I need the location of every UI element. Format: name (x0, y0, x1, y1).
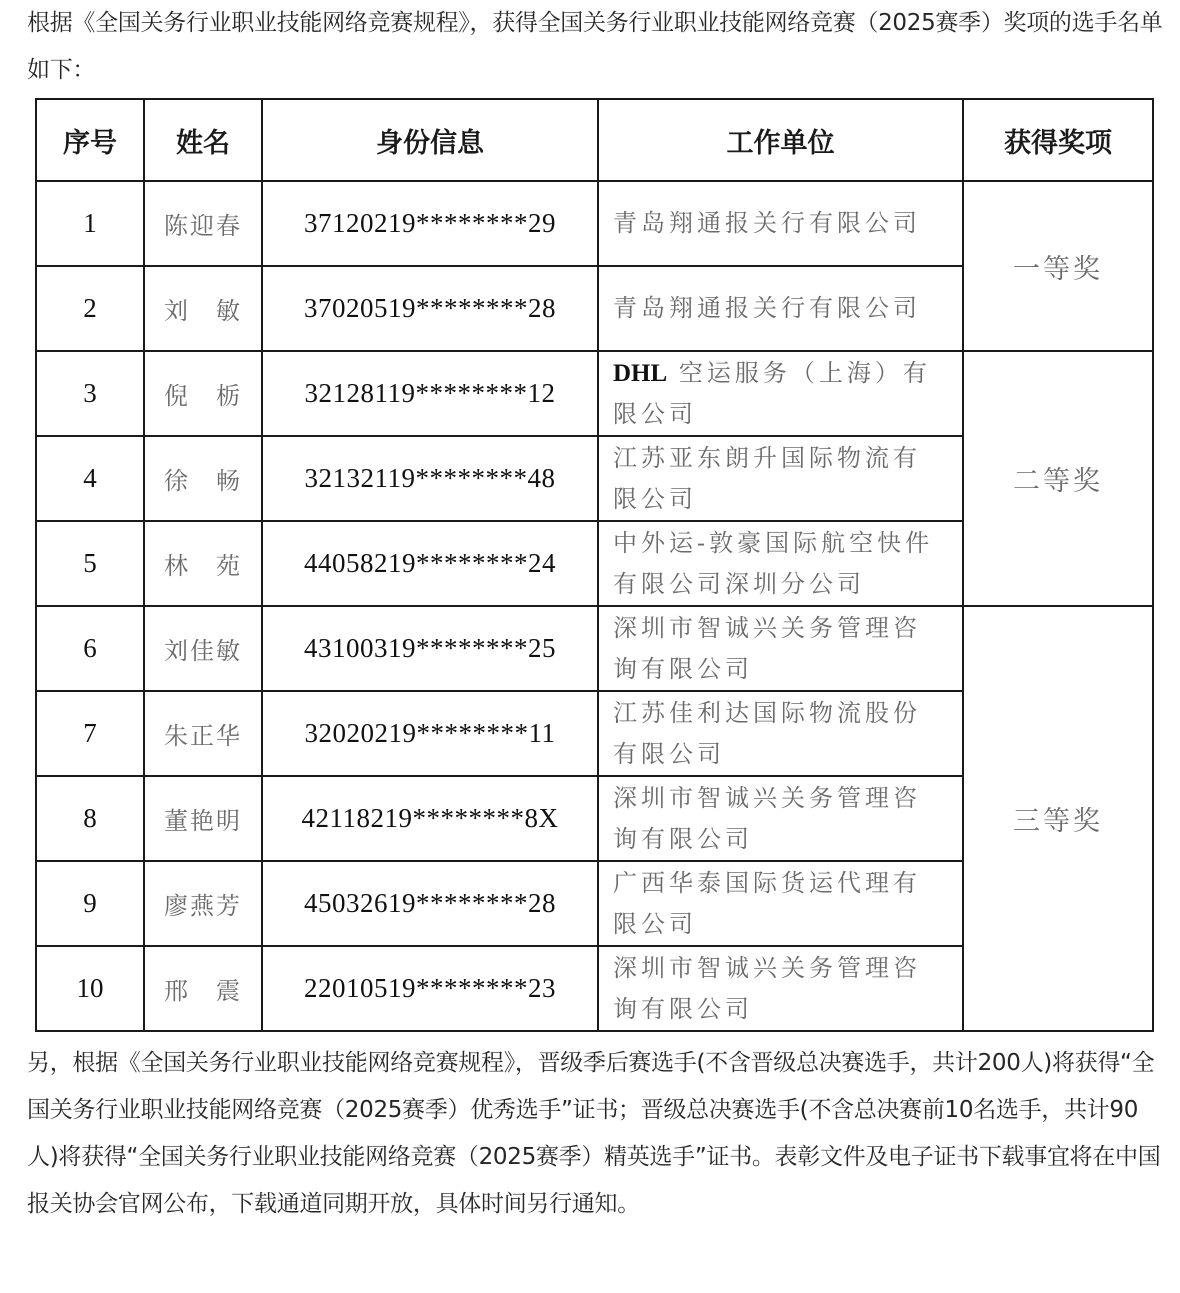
cell-no: 3 (36, 351, 144, 436)
header-org: 工作单位 (598, 99, 963, 181)
cell-name: 刘 敏 (144, 266, 262, 351)
org-text: 空运服务（上海）有限公司 (613, 358, 931, 428)
cell-no: 2 (36, 266, 144, 351)
cell-id: 37120219********29 (262, 181, 598, 266)
cell-id: 37020519********28 (262, 266, 598, 351)
cell-org: 青岛翔通报关行有限公司 (598, 181, 963, 266)
table-row (36, 606, 1153, 691)
outro-paragraph: 另，根据《全国关务行业职业技能网络竞赛规程》，晋级季后赛选手(不含晋级总决赛选手，共计200人)将获得“全国关务行业职业技能网络竞赛（2025赛季）优秀选手”证书；晋级总决赛选手(不含总决赛前10名选手，共计90人)将获得“全国关务行业职业技能网络竞赛（2025赛季）精英选手”证书。表彰文件及电子证书下载事宜将在中国报关协会官网公布，下载通道同期开放，具体时间另行通知。 (27, 1050, 1161, 1217)
cell-org: 江苏佳利达国际物流股份有限公司 (598, 691, 963, 776)
cell-id: 32128119********12 (262, 351, 598, 436)
cell-name: 刘佳敏 (144, 606, 262, 691)
header-no: 序号 (36, 99, 144, 181)
intro-paragraph: 根据《全国关务行业职业技能网络竞赛规程》，获得全国关务行业职业技能网络竞赛（2025赛季）奖项的选手名单如下： (27, 10, 1163, 83)
cell-id: 32020219********11 (262, 691, 598, 776)
cell-org: 深圳市智诚兴关务管理咨询有限公司 (598, 946, 963, 1031)
table-row (36, 351, 1153, 436)
cell-org: 江苏亚东朗升国际物流有限公司 (598, 436, 963, 521)
header-name: 姓名 (144, 99, 262, 181)
cell-name: 林 苑 (144, 521, 262, 606)
cell-id: 45032619********28 (262, 861, 598, 946)
cell-no: 7 (36, 691, 144, 776)
cell-no: 8 (36, 776, 144, 861)
cell-id: 42118219********8X (262, 776, 598, 861)
cell-no: 5 (36, 521, 144, 606)
cell-no: 1 (36, 181, 144, 266)
cell-org: 深圳市智诚兴关务管理咨询有限公司 (598, 776, 963, 861)
cell-name: 朱正华 (144, 691, 262, 776)
org-latin-text: DHL (613, 359, 668, 387)
cell-name: 倪 栃 (144, 351, 262, 436)
cell-org: 青岛翔通报关行有限公司 (598, 266, 963, 351)
cell-name: 邢 震 (144, 946, 262, 1031)
cell-name: 徐 畅 (144, 436, 262, 521)
cell-org: 广西华泰国际货运代理有限公司 (598, 861, 963, 946)
cell-no: 10 (36, 946, 144, 1031)
cell-id: 43100319********25 (262, 606, 598, 691)
cell-org: 深圳市智诚兴关务管理咨询有限公司 (598, 606, 963, 691)
cell-name: 陈迎春 (144, 181, 262, 266)
cell-id: 32132119********48 (262, 436, 598, 521)
cell-no: 9 (36, 861, 144, 946)
cell-name: 廖燕芳 (144, 861, 262, 946)
cell-no: 4 (36, 436, 144, 521)
cell-id: 44058219********24 (262, 521, 598, 606)
cell-award-third: 三等奖 (963, 606, 1153, 1031)
header-award: 获得奖项 (963, 99, 1153, 181)
cell-award-first: 一等奖 (963, 181, 1153, 351)
cell-award-second: 二等奖 (963, 351, 1153, 606)
table-header-row (36, 99, 1153, 181)
cell-no: 6 (36, 606, 144, 691)
cell-name: 董艳明 (144, 776, 262, 861)
cell-org: 中外运-敦豪国际航空快件有限公司深圳分公司 (598, 521, 963, 606)
award-winners-table (35, 98, 1154, 1032)
cell-id: 22010519********23 (262, 946, 598, 1031)
cell-org (598, 351, 963, 436)
header-id: 身份信息 (262, 99, 598, 181)
table-row (36, 181, 1153, 266)
